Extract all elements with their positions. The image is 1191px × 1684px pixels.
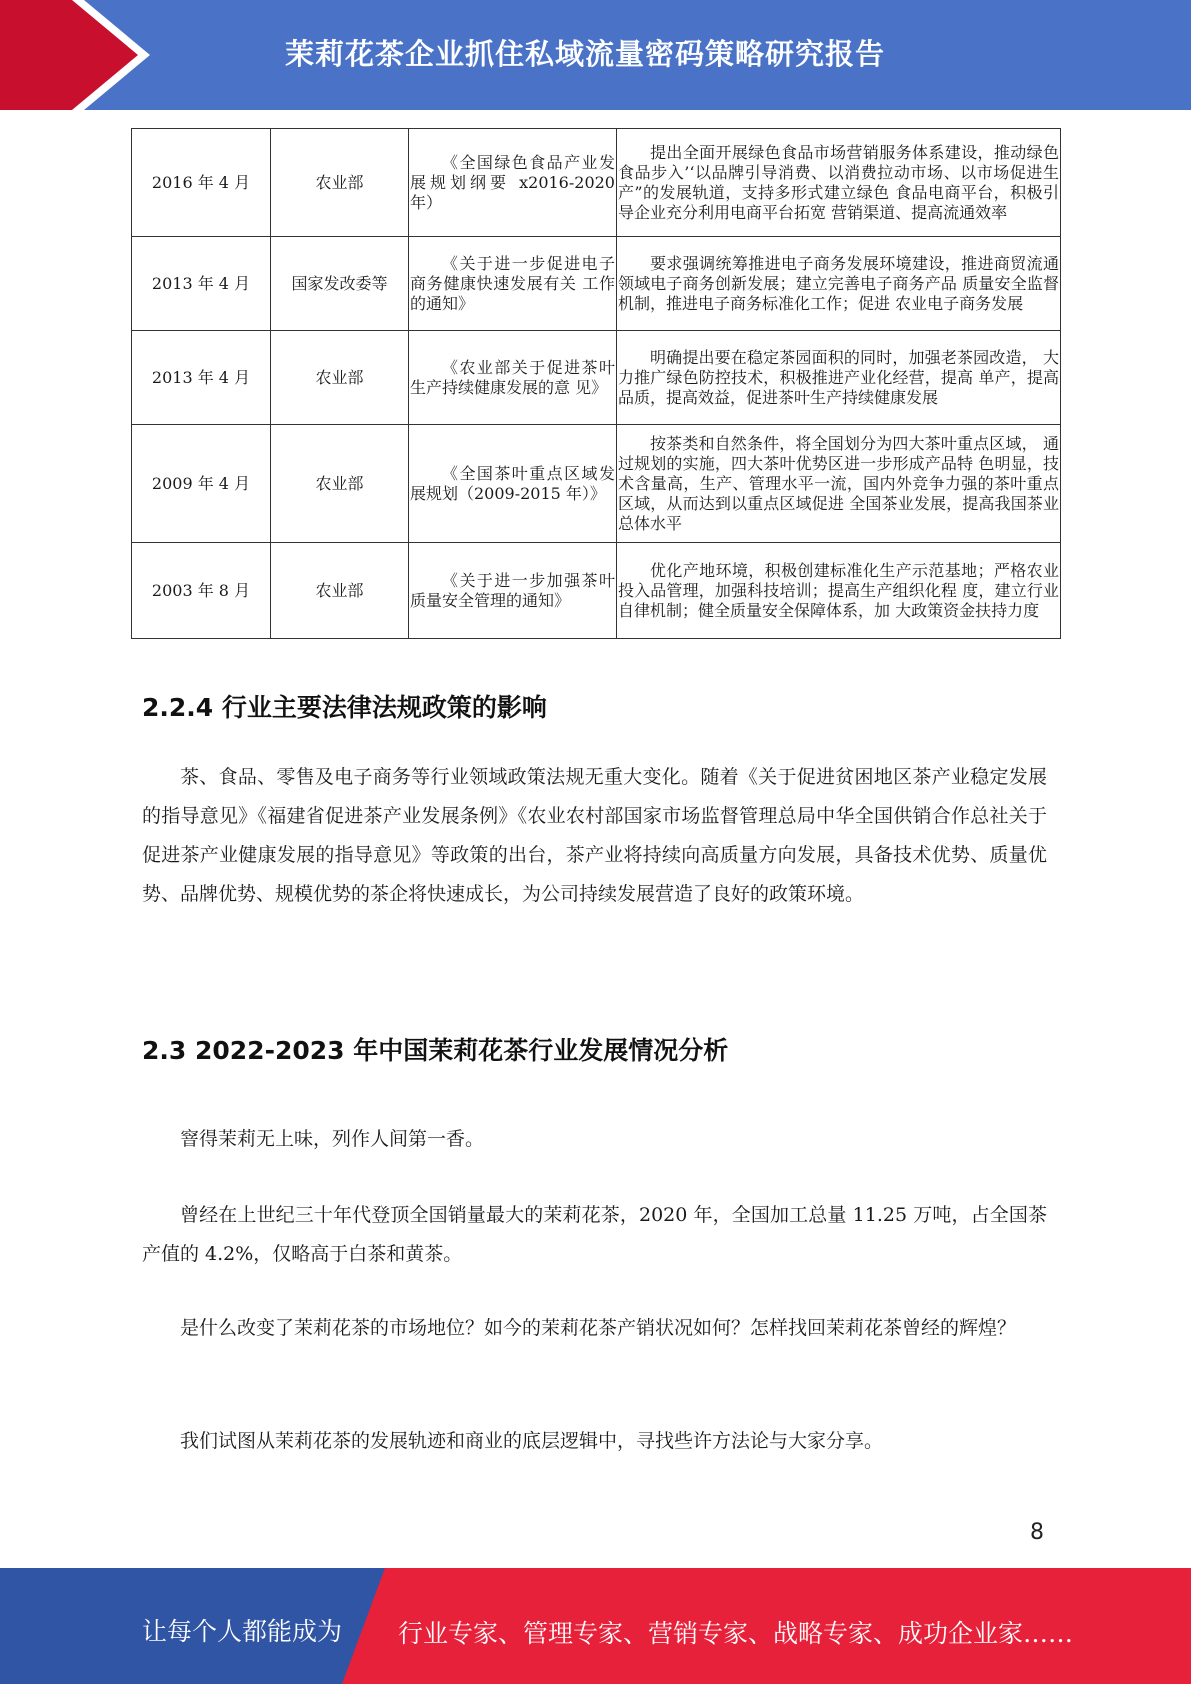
table-cell-date: 2016 年 4 月 (132, 129, 271, 237)
section-2-2-4-paragraph: 茶、食品、零售及电子商务等行业领域政策法规无重大变化。随着《关于促进贫困地区茶产业稳定发展的指导意见》《福建省促进茶产业发展条例》《农业农村部国家市场监督管理总局中华全国供销合作总社关于促进茶产业健康发展的指导意见》等政策的出台，茶产业将持续向高质量方向发展，具备技术优势、质量优势、品牌优势、规模优势的茶企将快速成长，为公司持续发展营造了良好的政策环境。 (142, 766, 1047, 905)
section-heading-2-3: 2.3 2022-2023 年中国茉莉花茶行业发展情况分析 (142, 1036, 729, 1065)
page-footer (0, 1568, 1191, 1684)
table-cell-document: 《全国茶叶重点区域发 展规划（2009-2015 年）》 (409, 425, 617, 543)
table-cell-content: 要求强调统筹推进电子商务发展环境建设，推进商贸流通领域电子商务创新发展；建立完善电子商务产品 质量安全监督机制，推进电子商务标准化工作；促进 农业电子商务发展 (617, 237, 1061, 331)
table-cell-department: 农业部 (271, 543, 409, 639)
report-title: 茉莉花茶企业抓住私域流量密码策略研究报告 (285, 37, 886, 71)
table-cell-date: 2003 年 8 月 (132, 543, 271, 639)
policy-table (131, 128, 1061, 639)
footer-slogan-left: 让每个人都能成为 (142, 1617, 343, 1646)
table-cell-date: 2009 年 4 月 (132, 425, 271, 543)
table-cell-content: 提出全面开展绿色食品市场营销服务体系建设，推动绿色食品步入’‘以品牌引导消费、以消费拉动市场、以市场促进生产”的发展轨道，支持多形式建立绿色 食品电商平台，积极引导企业充分利用电商平台拓宽 营销渠道、提高流通效率 (617, 129, 1061, 237)
table-cell-date: 2013 年 4 月 (132, 331, 271, 425)
table-row (132, 237, 1061, 331)
table-cell-document: 《全国绿色食品产业发 展规划纲要 x2016-2020 年） (409, 129, 617, 237)
header-red-arrow (0, 0, 160, 110)
section-2-3-paragraph-4: 我们试图从茉莉花茶的发展轨迹和商业的底层逻辑中，寻找些许方法论与大家分享。 (180, 1430, 884, 1452)
page-header (0, 0, 1191, 110)
table-cell-department: 农业部 (271, 331, 409, 425)
table-cell-department: 农业部 (271, 129, 409, 237)
table-cell-content: 明确提出要在稳定茶园面积的同时，加强老茶园改造， 大力推广绿色防控技术，积极推进产业化经营，提高 单产，提高品质，提高效益，促进茶叶生产持续健康发展 (617, 331, 1061, 425)
table-cell-document: 《关于进一步促进电子 商务健康快速发展有关 工作的通知》 (409, 237, 617, 331)
table-row (132, 543, 1061, 639)
section-2-3-paragraph-2: 曾经在上世纪三十年代登顶全国销量最大的茉莉花茶，2020 年，全国加工总量 11.25 万吨，占全国茶产值的 4.2%，仅略高于白茶和黄茶。 (142, 1204, 1047, 1265)
section-2-3-paragraph-1: 窨得茉莉无上味，列作人间第一香。 (180, 1128, 485, 1150)
table-cell-content: 优化产地环境，积极创建标准化生产示范基地；严格农业投入品管理，加强科技培训；提高生产组织化程 度，建立行业自律机制；健全质量安全保障体系，加 大政策资金扶持力度 (617, 543, 1061, 639)
section-heading-2-2-4: 2.2.4 行业主要法律法规政策的影响 (142, 693, 547, 722)
table-row (132, 129, 1061, 237)
footer-slogan-right: 行业专家、管理专家、营销专家、战略专家、成功企业家…… (398, 1619, 1074, 1648)
table-cell-date: 2013 年 4 月 (132, 237, 271, 331)
table-cell-document: 《农业部关于促进茶叶 生产持续健康发展的意 见》 (409, 331, 617, 425)
table-cell-department: 农业部 (271, 425, 409, 543)
table-cell-document: 《关于进一步加强茶叶 质量安全管理的通知》 (409, 543, 617, 639)
table-row (132, 331, 1061, 425)
section-2-3-paragraph-3: 是什么改变了茉莉花茶的市场地位？如今的茉莉花茶产销状况如何？怎样找回茉莉花茶曾经的辉煌？ (180, 1317, 1017, 1339)
table-row (132, 425, 1061, 543)
page-number: 8 (1030, 1520, 1044, 1545)
table-cell-content: 按茶类和自然条件，将全国划分为四大茶叶重点区域， 通过规划的实施，四大茶叶优势区进一步形成产品特 色明显，技术含量高，生产、管理水平一流，国内外竞争力强的茶叶重点区域，从而达到以重点区域促进 全国茶业发展，提高我国茶业总体水平 (617, 425, 1061, 543)
table-cell-department: 国家发改委等 (271, 237, 409, 331)
